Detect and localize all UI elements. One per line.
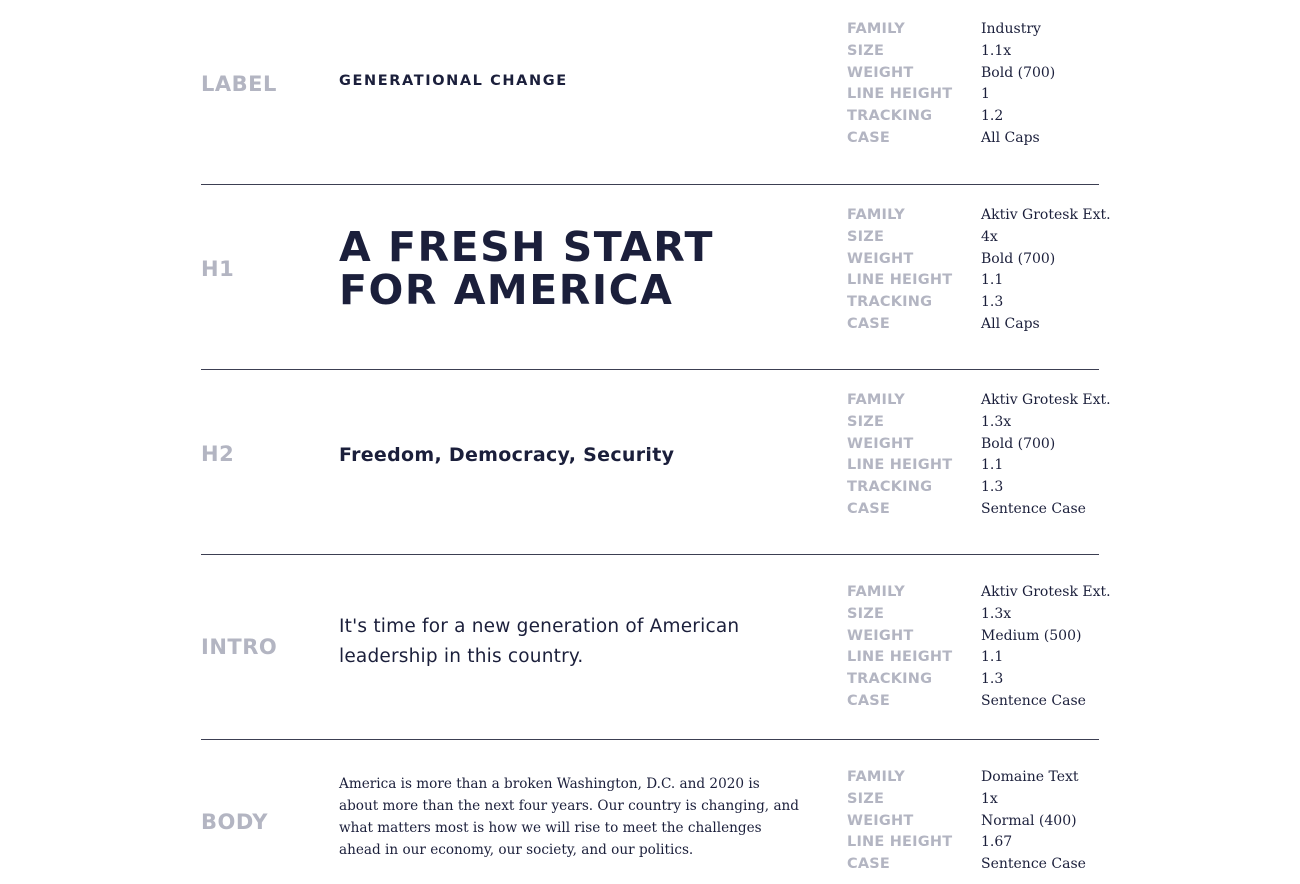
row-style-name: BODY (201, 810, 268, 834)
body-sample-text: America is more than a broken Washington, D.C. and 2020 is about more than the next four years. Our country is changing, and what matters most is how we will rise to meet the challenges ahead in our economy, our society, and our politics. (339, 776, 800, 858)
spec-value: 1.1 (981, 272, 1004, 289)
spec-key: LINE HEIGHT (847, 86, 953, 103)
spec-weight (847, 811, 1107, 833)
spec-key: SIZE (847, 228, 885, 245)
spec-value: Aktiv Grotesk Ext. (981, 392, 1111, 408)
spec-key: TRACKING (847, 479, 933, 496)
row-style-name: INTRO (201, 635, 278, 659)
spec-case (847, 854, 1107, 876)
spec-key: SIZE (847, 605, 885, 622)
spec-family (847, 390, 1111, 412)
spec-size (847, 41, 1107, 63)
spec-value: Domaine Text (981, 769, 1079, 785)
spec-value: Aktiv Grotesk Ext. (981, 207, 1111, 223)
spec-case (847, 314, 1107, 336)
label-sample-text: GENERATIONAL CHANGE (339, 73, 568, 89)
spec-key: WEIGHT (847, 812, 914, 829)
type-row-label (201, 0, 1099, 185)
intro-sample-text: It's time for a new generation of American leadership in this country. (339, 616, 740, 667)
spec-value: 1x (981, 790, 998, 807)
row-style-name: H1 (201, 257, 235, 281)
spec-key: FAMILY (847, 584, 905, 600)
spec-key: CASE (847, 692, 891, 709)
spec-value: Bold (700) (981, 250, 1056, 267)
spec-key: LINE HEIGHT (847, 649, 953, 666)
spec-value: 1.2 (981, 108, 1004, 125)
spec-size (847, 789, 1107, 811)
spec-value: Sentence Case (981, 500, 1086, 517)
spec-key: CASE (847, 856, 891, 873)
spec-key: CASE (847, 315, 891, 332)
spec-key: TRACKING (847, 671, 933, 688)
spec-value: Industry (981, 21, 1041, 37)
spec-case (847, 128, 1107, 150)
spec-list (847, 767, 1107, 876)
spec-value: 1.1 (981, 457, 1004, 474)
spec-tracking (847, 106, 1107, 128)
spec-value: Normal (400) (981, 812, 1077, 829)
spec-key: LINE HEIGHT (847, 457, 953, 474)
spec-tracking (847, 292, 1107, 314)
spec-value: 1.1x (981, 42, 1012, 59)
spec-value: All Caps (981, 315, 1040, 332)
h1-sample-text: A FRESH START FOR AMERICA (339, 223, 714, 314)
typography-spec-sheet (201, 0, 1111, 884)
spec-value: 1.67 (981, 834, 1013, 851)
spec-value: 1.3 (981, 294, 1004, 311)
spec-key: CASE (847, 129, 891, 146)
spec-tracking (847, 477, 1107, 499)
spec-size (847, 412, 1107, 434)
spec-list (847, 582, 1111, 713)
spec-value: 1.1 (981, 649, 1004, 666)
spec-key: SIZE (847, 42, 885, 59)
spec-weight (847, 626, 1107, 648)
spec-key: TRACKING (847, 294, 933, 311)
spec-key: CASE (847, 500, 891, 517)
spec-list (847, 19, 1107, 150)
spec-weight (847, 249, 1107, 271)
spec-value: Sentence Case (981, 856, 1086, 873)
spec-value: Sentence Case (981, 692, 1086, 709)
row-style-name: LABEL (201, 72, 277, 96)
spec-line-height (847, 455, 1107, 477)
spec-key: FAMILY (847, 769, 905, 785)
spec-key: WEIGHT (847, 64, 914, 81)
spec-value: 1.3 (981, 671, 1004, 688)
spec-key: LINE HEIGHT (847, 834, 953, 851)
h2-sample-text: Freedom, Democracy, Security (339, 444, 675, 466)
spec-key: WEIGHT (847, 627, 914, 644)
spec-tracking (847, 669, 1107, 691)
spec-line-height (847, 832, 1107, 854)
spec-key: LINE HEIGHT (847, 272, 953, 289)
spec-key: FAMILY (847, 207, 905, 223)
spec-weight (847, 63, 1107, 85)
spec-value: All Caps (981, 129, 1040, 146)
spec-line-height (847, 84, 1107, 106)
spec-key: FAMILY (847, 392, 905, 408)
spec-value: 1.3x (981, 413, 1012, 430)
spec-size (847, 227, 1107, 249)
spec-value: 4x (981, 228, 998, 245)
spec-weight (847, 434, 1107, 456)
spec-key: WEIGHT (847, 435, 914, 452)
spec-key: SIZE (847, 790, 885, 807)
spec-line-height (847, 270, 1107, 292)
row-style-name: H2 (201, 442, 235, 466)
spec-value: Bold (700) (981, 435, 1056, 452)
spec-key: TRACKING (847, 108, 933, 125)
spec-list (847, 205, 1111, 336)
spec-case (847, 499, 1107, 521)
spec-family (847, 205, 1111, 227)
spec-family (847, 767, 1107, 789)
spec-key: WEIGHT (847, 250, 914, 267)
spec-family (847, 19, 1107, 41)
spec-line-height (847, 647, 1107, 669)
spec-list (847, 390, 1111, 521)
spec-key: FAMILY (847, 21, 905, 37)
spec-case (847, 691, 1107, 713)
spec-family (847, 582, 1111, 604)
spec-value: 1.3x (981, 605, 1012, 622)
spec-value: Medium (500) (981, 627, 1082, 644)
spec-value: 1.3 (981, 479, 1004, 496)
spec-size (847, 604, 1107, 626)
spec-value: 1 (981, 86, 990, 103)
spec-value: Bold (700) (981, 64, 1056, 81)
spec-key: SIZE (847, 413, 885, 430)
spec-value: Aktiv Grotesk Ext. (981, 584, 1111, 600)
